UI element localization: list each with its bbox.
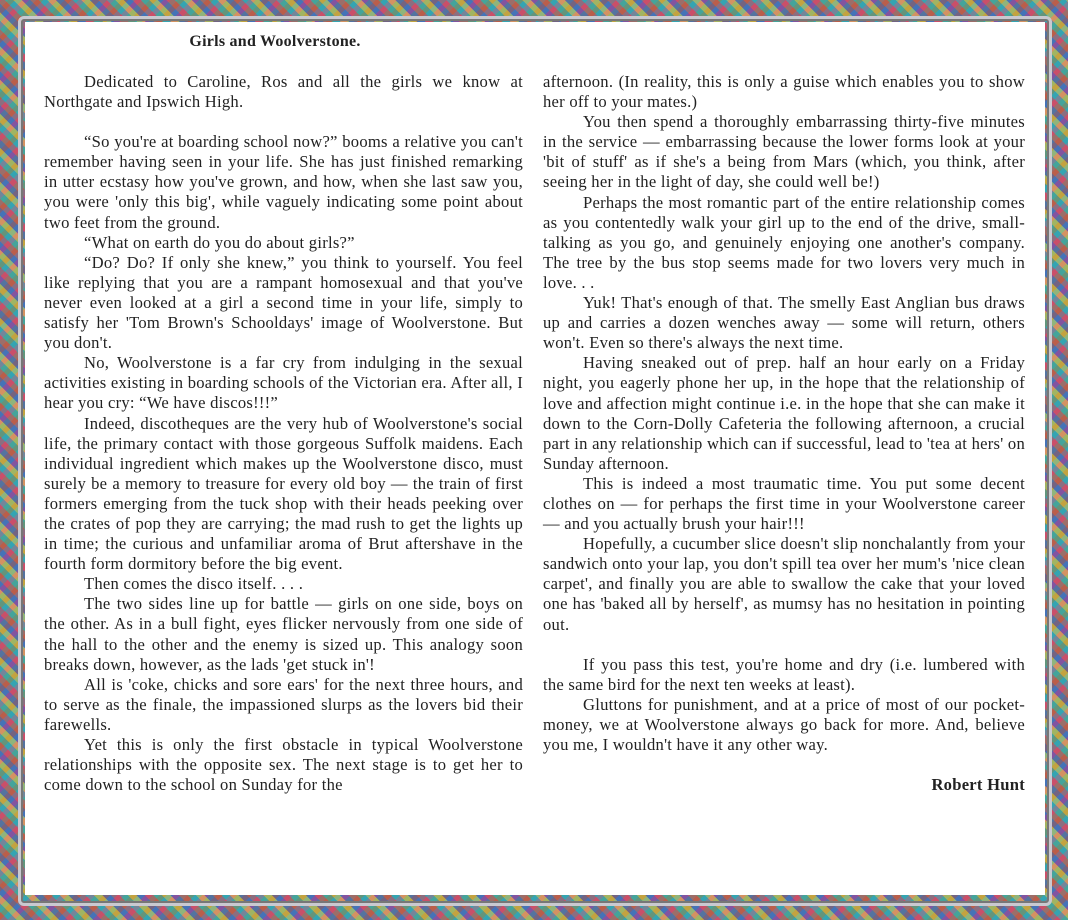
paragraph: Then comes the disco itself. . . . [84,574,304,594]
author-signature: Robert Hunt [931,775,1025,795]
paragraph: All is 'coke, chicks and sore ears' for the next three hours, and to serve as the finale, the impassioned slurps as the lovers bid their farewells. [44,674,523,734]
paragraph: No, Woolverstone is a far cry from indulging in the sexual activities existing in boarding schools of the Victorian era. After all, I hear you cry: “We have discos!!!” [44,353,523,413]
paragraph: Perhaps the most romantic part of the entire relationship comes as you contentedly walk your girl up to the end of the drive, small-talking as you go, and genuinely enjoying one another's company. The tree by the bus stop seems made for two lovers very much in love. . . [543,192,1025,292]
paragraph: “Do? Do? If only she knew,” you think to yourself. You feel like replying that you are a rampant homosexual and that you've never even looked at a girl a second time in your life, simply to satisfy her 'Tom Brown's Schooldays' image of Woolverstone. But you don't. [44,252,523,353]
left-column [44,72,523,795]
paragraph: If you pass this test, you're home and dry (i.e. lumbered with the same bird for the next ten weeks at least). [543,654,1025,694]
article-title: Girls and Woolverstone. [189,33,361,50]
paragraph: The two sides line up for battle — girls on one side, boys on the other. As in a bull fight, eyes flicker nervously from one side of the hall to the other and the enemy is sized up. This analogy soon breaks down, however, as the lads 'get stuck in'! [44,594,523,674]
paragraph: This is indeed a most traumatic time. You put some decent clothes on — for perhaps the first time in your Woolverstone career — and you actually brush your hair!!! [543,473,1025,534]
paragraph: “So you're at boarding school now?” booms a relative you can't remember having seen in your life. She has just finished remarking in utter ecstasy how you've grown, and how, when she last saw you, you were 'only this big', while vaguely indicating some point about two feet from the ground. [44,132,523,232]
paragraph: Gluttons for punishment, and at a price of most of our pocket-money, we at Woolverstone always go back for more. And, believe you me, I wouldn't have it any other way. [543,694,1025,754]
paragraph: “What on earth do you do about girls?” [84,232,355,252]
paragraph: Hopefully, a cucumber slice doesn't slip nonchalantly from your sandwich onto your lap, you don't spill tea over her mum's 'nice clean carpet', and finally you are able to swallow the cake that your loved one has 'baked all by herself', as mumsy has no hesitation in pointing out. [543,534,1025,634]
paragraph: afternoon. (In reality, this is only a guise which enables you to show her off to your mates.) [543,72,1025,112]
paragraph: Yet this is only the first obstacle in typical Woolverstone relationships with the opposite sex. The next stage is to get her to come down to the school on Sunday for the [44,735,523,795]
dedication: Dedicated to Caroline, Ros and all the girls we know at Northgate and Ipswich High. [44,72,523,112]
paragraph: Indeed, discotheques are the very hub of Woolverstone's social life, the primary contact with those gorgeous Suffolk maidens. Each individual ingredient which makes up the Woolverstone disco, must surely be a memory to treasure for every old boy — the train of first formers emerging from the tuck shop with their heads peeking over the crates of pop they are carrying; the mad rush to get the lights up in time; the curious and unfamiliar aroma of Brut aftershave in the fourth form dormitory before the big event. [44,413,523,574]
right-column [543,72,1025,795]
paragraph: Having sneaked out of prep. half an hour early on a Friday night, you eagerly phone her up, in the hope that the relationship of love and affection might continue i.e. in the hope that she can make it down to the Corn-Dolly Cafeteria the following afternoon, a crucial part in any relationship which can if successful, lead to 'tea at hers' on Sunday afternoon. [543,353,1025,473]
document-page [25,22,1045,895]
paragraph: You then spend a thoroughly embarrassing thirty-five minutes in the service — embarrassing because the lower forms look at your 'bit of stuff' as if she's a being from Mars (which, you think, after seeing her in the light of day, she could well be!) [543,112,1025,192]
paragraph: Yuk! That's enough of that. The smelly East Anglian bus draws up and carries a dozen wenches away — some will return, others won't. Even so there's always the next time. [543,293,1025,353]
